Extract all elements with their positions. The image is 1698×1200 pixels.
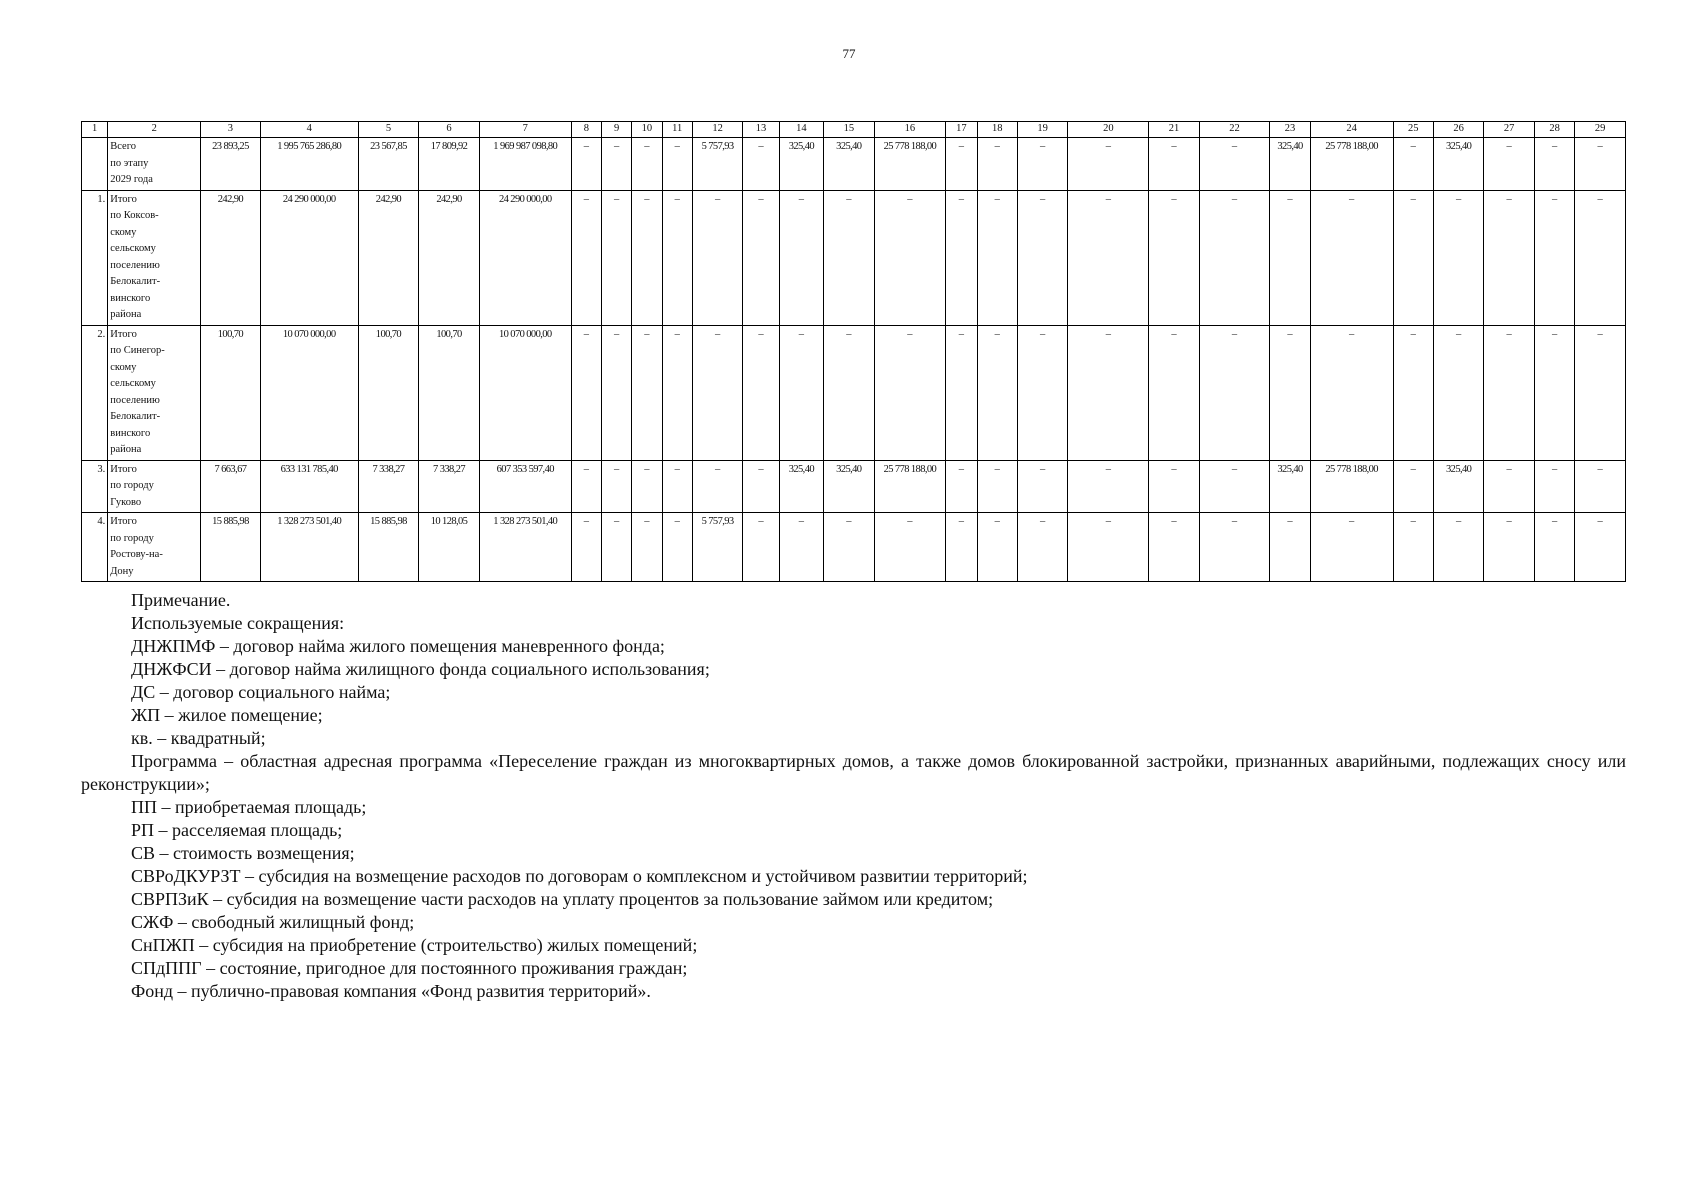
- column-number: 17: [946, 122, 977, 138]
- note-line: ДС – договор социального найма;: [131, 682, 391, 702]
- table-cell: –: [1433, 190, 1483, 325]
- table-cell: –: [1149, 460, 1199, 513]
- table-cell: –: [779, 513, 823, 582]
- table-cell: –: [1393, 190, 1433, 325]
- row-number: 1.: [82, 190, 108, 325]
- table-row: [82, 190, 1626, 325]
- table-cell: –: [1534, 460, 1574, 513]
- column-number: 16: [874, 122, 946, 138]
- table-cell: –: [692, 190, 742, 325]
- table-cell: –: [1068, 138, 1149, 191]
- table-cell: –: [571, 325, 601, 460]
- table-cell: –: [874, 190, 946, 325]
- table-cell: 325,40: [824, 138, 874, 191]
- page-number: 77: [842, 46, 856, 61]
- column-number: 18: [977, 122, 1017, 138]
- note-line: кв. – квадратный;: [131, 728, 266, 748]
- column-number: 28: [1534, 122, 1574, 138]
- table-row: [82, 325, 1626, 460]
- table-cell: 242,90: [419, 190, 480, 325]
- table-cell: –: [1534, 138, 1574, 191]
- table-cell: –: [977, 460, 1017, 513]
- table-cell: –: [692, 460, 742, 513]
- row-number: [82, 138, 108, 191]
- table-cell: –: [601, 513, 631, 582]
- column-number: 6: [419, 122, 480, 138]
- table-cell: –: [1149, 325, 1199, 460]
- table-cell: –: [1068, 460, 1149, 513]
- column-number: 8: [571, 122, 601, 138]
- table-cell: –: [1484, 138, 1534, 191]
- table-cell: –: [601, 138, 631, 191]
- note-line: СПдППГ – состояние, пригодное для постоянного проживания граждан;: [131, 958, 688, 978]
- column-number: 14: [779, 122, 823, 138]
- table-cell: –: [1017, 513, 1067, 582]
- table-cell: 7 338,27: [358, 460, 419, 513]
- table-cell: 10 128,05: [419, 513, 480, 582]
- table-cell: –: [1534, 325, 1574, 460]
- table-cell: –: [632, 190, 662, 325]
- column-number: 19: [1017, 122, 1067, 138]
- table-cell: –: [1149, 190, 1199, 325]
- table-cell: 25 778 188,00: [874, 460, 946, 513]
- table-cell: 17 809,92: [419, 138, 480, 191]
- note-line: ДНЖПМФ – договор найма жилого помещения маневренного фонда;: [131, 636, 665, 656]
- table-cell: –: [1484, 325, 1534, 460]
- table-cell: –: [662, 460, 692, 513]
- table-cell: 325,40: [1433, 138, 1483, 191]
- table-cell: –: [1310, 325, 1393, 460]
- column-number: 7: [479, 122, 571, 138]
- table-cell: –: [571, 138, 601, 191]
- table-cell: 325,40: [1270, 460, 1310, 513]
- table-cell: –: [662, 513, 692, 582]
- row-name: Итого по Коксов- скому сельскому поселению Белокалит- винского района: [108, 190, 201, 325]
- table-cell: 5 757,93: [692, 138, 742, 191]
- table-cell: –: [1270, 513, 1310, 582]
- table-cell: –: [1149, 513, 1199, 582]
- table-cell: –: [779, 325, 823, 460]
- row-number: 4.: [82, 513, 108, 582]
- table-cell: –: [743, 138, 779, 191]
- column-number: 3: [201, 122, 261, 138]
- table-cell: 242,90: [201, 190, 261, 325]
- note-line: Программа – областная адресная программа «Переселение граждан из многоквартирных домов, а также домов блокированной застройки, признанных аварийными, подлежащих сносу или реконструкции»;: [81, 751, 1626, 794]
- note-line: СВРоДКУРЗТ – субсидия на возмещение расходов по договорам о комплексном и устойчивом развитии территорий;: [131, 866, 1028, 886]
- table-cell: –: [1068, 325, 1149, 460]
- table-cell: –: [824, 325, 874, 460]
- row-name: Итого по городу Гуково: [108, 460, 201, 513]
- table-cell: –: [1484, 513, 1534, 582]
- table-cell: 325,40: [779, 460, 823, 513]
- table-cell: –: [743, 513, 779, 582]
- column-number: 12: [692, 122, 742, 138]
- column-number: 27: [1484, 122, 1534, 138]
- table-cell: –: [946, 513, 977, 582]
- table-cell: –: [1393, 513, 1433, 582]
- table-cell: 24 290 000,00: [479, 190, 571, 325]
- table-cell: –: [977, 190, 1017, 325]
- row-number: 2.: [82, 325, 108, 460]
- column-number: 29: [1575, 122, 1626, 138]
- table-cell: 100,70: [201, 325, 261, 460]
- table-cell: –: [1310, 190, 1393, 325]
- table-cell: –: [1484, 190, 1534, 325]
- column-number: 23: [1270, 122, 1310, 138]
- table-cell: –: [571, 513, 601, 582]
- table-cell: –: [1433, 513, 1483, 582]
- table-cell: 7 663,67: [201, 460, 261, 513]
- table-cell: –: [1575, 190, 1626, 325]
- table-cell: –: [1068, 513, 1149, 582]
- table-cell: 1 969 987 098,80: [479, 138, 571, 191]
- table-cell: –: [1534, 190, 1574, 325]
- column-number: 10: [632, 122, 662, 138]
- table-cell: –: [1575, 325, 1626, 460]
- row-name: Всего по этапу 2029 года: [108, 138, 201, 191]
- column-number: 1: [82, 122, 108, 138]
- table-cell: –: [601, 325, 631, 460]
- table-cell: –: [1270, 190, 1310, 325]
- table-cell: –: [1310, 513, 1393, 582]
- table-cell: –: [662, 325, 692, 460]
- table-cell: –: [1484, 460, 1534, 513]
- column-number: 21: [1149, 122, 1199, 138]
- table-cell: –: [1575, 460, 1626, 513]
- column-number: 4: [260, 122, 358, 138]
- table-cell: 325,40: [824, 460, 874, 513]
- row-name: Итого по Синегор- скому сельскому поселению Белокалит- винского района: [108, 325, 201, 460]
- table-cell: –: [874, 325, 946, 460]
- table-cell: –: [571, 190, 601, 325]
- table-cell: 23 893,25: [201, 138, 261, 191]
- table-cell: –: [1068, 190, 1149, 325]
- table-cell: –: [601, 460, 631, 513]
- table-row: [82, 513, 1626, 582]
- table-cell: –: [1199, 190, 1270, 325]
- note-line: СЖФ – свободный жилищный фонд;: [131, 912, 415, 932]
- table-cell: 325,40: [779, 138, 823, 191]
- table-cell: –: [1534, 513, 1574, 582]
- table-cell: –: [662, 190, 692, 325]
- table-cell: 10 070 000,00: [479, 325, 571, 460]
- note-line: ПП – приобретаемая площадь;: [131, 797, 367, 817]
- note-line: СнПЖП – субсидия на приобретение (строительство) жилых помещений;: [131, 935, 698, 955]
- table-cell: 15 885,98: [358, 513, 419, 582]
- column-number: 22: [1199, 122, 1270, 138]
- table-cell: –: [743, 460, 779, 513]
- row-name: Итого по городу Ростову-на- Дону: [108, 513, 201, 582]
- table-cell: –: [743, 325, 779, 460]
- table-cell: –: [571, 460, 601, 513]
- column-number: 24: [1310, 122, 1393, 138]
- table-cell: 242,90: [358, 190, 419, 325]
- table-cell: –: [779, 190, 823, 325]
- table-cell: 25 778 188,00: [1310, 138, 1393, 191]
- column-number: 25: [1393, 122, 1433, 138]
- column-number: 11: [662, 122, 692, 138]
- column-number: 20: [1068, 122, 1149, 138]
- table-cell: –: [946, 460, 977, 513]
- table-cell: –: [1199, 513, 1270, 582]
- table-cell: 1 328 273 501,40: [260, 513, 358, 582]
- table-cell: 25 778 188,00: [874, 138, 946, 191]
- table-cell: –: [874, 513, 946, 582]
- table-cell: 10 070 000,00: [260, 325, 358, 460]
- table-cell: –: [977, 325, 1017, 460]
- note-line: Примечание.: [131, 590, 231, 610]
- table-cell: –: [946, 138, 977, 191]
- column-number: 15: [824, 122, 874, 138]
- column-number: 2: [108, 122, 201, 138]
- table-cell: 325,40: [1270, 138, 1310, 191]
- table-cell: 23 567,85: [358, 138, 419, 191]
- table-cell: 5 757,93: [692, 513, 742, 582]
- note-line: Используемые сокращения:: [131, 613, 345, 633]
- table-cell: 325,40: [1433, 460, 1483, 513]
- table-row: [82, 460, 1626, 513]
- table-cell: –: [1149, 138, 1199, 191]
- note-line: Фонд – публично-правовая компания «Фонд развития территорий».: [131, 981, 651, 1001]
- table-cell: –: [743, 190, 779, 325]
- table-cell: –: [1199, 138, 1270, 191]
- table-cell: –: [1575, 138, 1626, 191]
- table-cell: –: [1017, 138, 1067, 191]
- table-cell: –: [1393, 138, 1433, 191]
- note-line: СВРПЗиК – субсидия на возмещение части расходов на уплату процентов за пользование займом или кредитом;: [131, 889, 994, 909]
- notes-section: [81, 589, 1626, 1003]
- table-cell: –: [1270, 325, 1310, 460]
- note-line: ДНЖФСИ – договор найма жилищного фонда социального использования;: [131, 659, 710, 679]
- table-cell: 1 995 765 286,80: [260, 138, 358, 191]
- table-cell: –: [1393, 325, 1433, 460]
- header-row: [82, 122, 1626, 138]
- table-cell: –: [824, 513, 874, 582]
- table-cell: 100,70: [419, 325, 480, 460]
- table-cell: –: [946, 325, 977, 460]
- table-cell: –: [632, 325, 662, 460]
- table-cell: –: [632, 513, 662, 582]
- table-cell: –: [1575, 513, 1626, 582]
- note-line: РП – расселяемая площадь;: [131, 820, 343, 840]
- table-row: [82, 138, 1626, 191]
- table-cell: –: [662, 138, 692, 191]
- table-cell: –: [1017, 325, 1067, 460]
- table-cell: –: [1393, 460, 1433, 513]
- table-cell: –: [824, 190, 874, 325]
- table-cell: –: [1433, 325, 1483, 460]
- table-cell: –: [1017, 460, 1067, 513]
- table-cell: 633 131 785,40: [260, 460, 358, 513]
- table-cell: 25 778 188,00: [1310, 460, 1393, 513]
- table-cell: –: [1199, 460, 1270, 513]
- note-line: СВ – стоимость возмещения;: [131, 843, 355, 863]
- table-cell: –: [692, 325, 742, 460]
- row-number: 3.: [82, 460, 108, 513]
- table-cell: –: [601, 190, 631, 325]
- table-cell: –: [977, 513, 1017, 582]
- column-number: 13: [743, 122, 779, 138]
- table-cell: 7 338,27: [419, 460, 480, 513]
- table-cell: 1 328 273 501,40: [479, 513, 571, 582]
- table-cell: –: [946, 190, 977, 325]
- table-cell: 607 353 597,40: [479, 460, 571, 513]
- table-cell: –: [1199, 325, 1270, 460]
- table-cell: –: [632, 460, 662, 513]
- column-number: 5: [358, 122, 419, 138]
- table-cell: 24 290 000,00: [260, 190, 358, 325]
- data-table: [81, 121, 1626, 582]
- table-cell: 100,70: [358, 325, 419, 460]
- note-line: ЖП – жилое помещение;: [131, 705, 323, 725]
- table-cell: –: [1017, 190, 1067, 325]
- column-number: 26: [1433, 122, 1483, 138]
- table-cell: –: [632, 138, 662, 191]
- column-number: 9: [601, 122, 631, 138]
- table-cell: 15 885,98: [201, 513, 261, 582]
- table-cell: –: [977, 138, 1017, 191]
